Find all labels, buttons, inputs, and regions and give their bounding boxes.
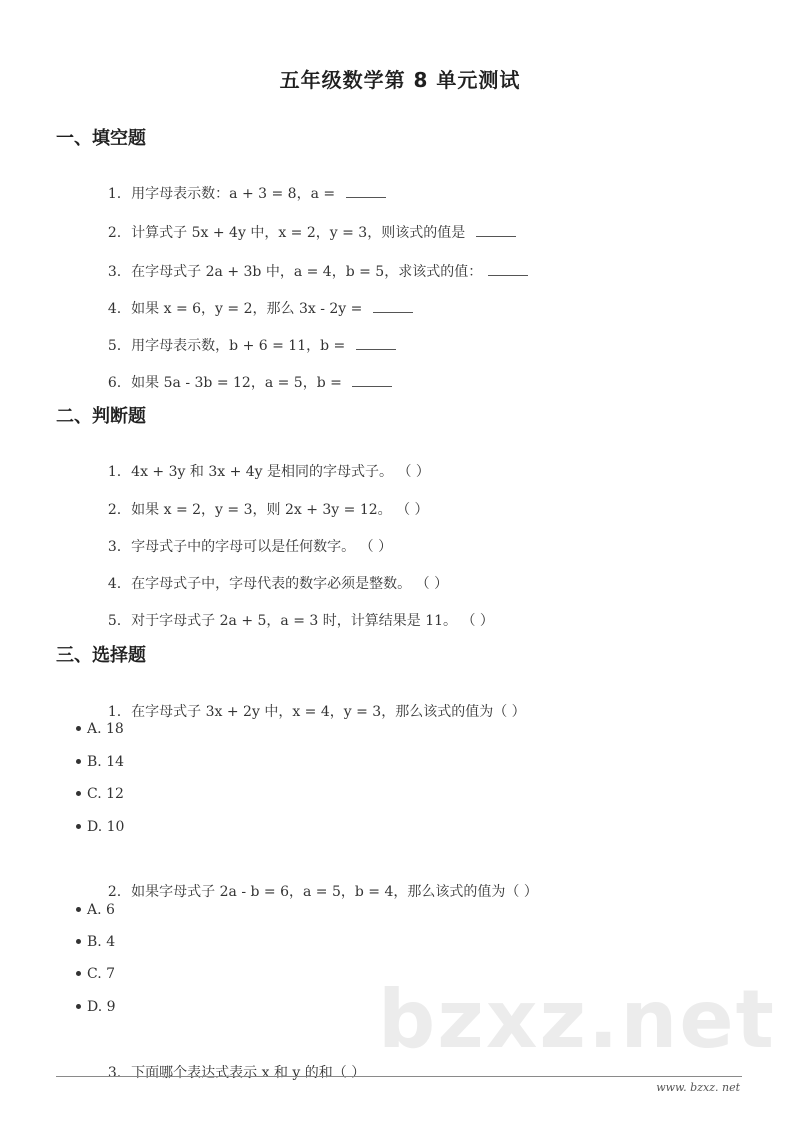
mc1-option-b[interactable] xyxy=(76,752,124,772)
question-number: 1. xyxy=(107,704,122,720)
question-text: 如果 x = 6，y = 2，那么 3x - 2y = xyxy=(131,301,367,317)
bullet-icon xyxy=(76,971,81,976)
question-number: 4. xyxy=(107,576,122,592)
question-number: 4. xyxy=(107,301,122,317)
option-label: A. 6 xyxy=(87,902,115,918)
question-text: 如果 x = 2，y = 3，则 2x + 3y = 12。 （ ） xyxy=(131,502,429,518)
watermark: bzxz.net xyxy=(378,973,776,1066)
question-number: 1. xyxy=(107,186,122,202)
question-text: 在字母式子 3x + 2y 中，x = 4，y = 3，那么该式的值为（ ） xyxy=(131,704,526,720)
question-number: 3. xyxy=(107,264,122,280)
mc2-option-c[interactable] xyxy=(76,964,115,984)
question-number: 5. xyxy=(107,338,122,354)
mc1-option-c[interactable] xyxy=(76,784,124,804)
section-heading-multiple-choice: 三、选择题 xyxy=(56,645,146,666)
question-text: 在字母式子中，字母代表的数字必须是整数。 （ ） xyxy=(131,576,449,592)
question-text: 用字母表示数：a + 3 = 8，a = xyxy=(131,186,340,202)
option-label: C. 12 xyxy=(87,786,124,802)
footer-divider xyxy=(56,1076,742,1077)
section-heading-true-false: 二、判断题 xyxy=(56,406,146,427)
option-label: B. 14 xyxy=(87,754,125,770)
question-text: 对于字母式子 2a + 5，a = 3 时，计算结果是 11。 （ ） xyxy=(131,613,494,629)
option-label: D. 9 xyxy=(87,999,116,1015)
answer-blank[interactable] xyxy=(488,263,528,276)
question-text: 用字母表示数，b + 6 = 11，b = xyxy=(131,338,350,354)
answer-blank[interactable] xyxy=(346,185,386,198)
tf-question-5 xyxy=(90,591,494,651)
question-number: 2. xyxy=(107,502,122,518)
question-number: 5. xyxy=(107,613,122,629)
mc1-option-a[interactable] xyxy=(76,719,124,739)
option-label: B. 4 xyxy=(87,934,116,950)
bullet-icon xyxy=(76,907,81,912)
bullet-icon xyxy=(76,726,81,731)
bullet-icon xyxy=(76,1004,81,1009)
footer-url: www. bzxz. net xyxy=(656,1081,740,1094)
answer-blank[interactable] xyxy=(356,337,396,350)
bullet-icon xyxy=(76,824,81,829)
mc-question-3 xyxy=(90,1043,365,1103)
mc1-option-d[interactable] xyxy=(76,817,124,837)
option-label: D. 10 xyxy=(87,819,125,835)
question-text: 如果 5a - 3b = 12，a = 5，b = xyxy=(131,375,347,391)
mc-question-1 xyxy=(90,682,526,742)
question-text: 字母式子中的字母可以是任何数字。 （ ） xyxy=(131,539,393,555)
answer-blank[interactable] xyxy=(352,374,392,387)
option-label: C. 7 xyxy=(87,966,116,982)
question-text: 下面哪个表达式表示 x 和 y 的和（ ） xyxy=(131,1065,366,1081)
section-heading-fill-in: 一、填空题 xyxy=(56,128,146,149)
mc2-option-a[interactable] xyxy=(76,900,115,920)
bullet-icon xyxy=(76,791,81,796)
mc2-option-b[interactable] xyxy=(76,932,115,952)
mc2-option-d[interactable] xyxy=(76,997,116,1017)
answer-blank[interactable] xyxy=(373,300,413,313)
page-title: 五年级数学第 8 单元测试 xyxy=(279,68,521,92)
option-label: A. 18 xyxy=(87,721,124,737)
mc-question-2 xyxy=(90,862,538,922)
question-number: 3. xyxy=(107,539,122,555)
answer-blank[interactable] xyxy=(476,224,516,237)
question-text: 如果字母式子 2a - b = 6，a = 5，b = 4，那么该式的值为（ ） xyxy=(131,884,538,900)
question-text: 4x + 3y 和 3x + 4y 是相同的字母式子。 （ ） xyxy=(131,464,430,480)
question-number: 2. xyxy=(107,225,122,241)
question-text: 计算式子 5x + 4y 中，x = 2，y = 3，则该式的值是 xyxy=(131,225,470,241)
question-number: 6. xyxy=(107,375,122,391)
bullet-icon xyxy=(76,759,81,764)
bullet-icon xyxy=(76,939,81,944)
question-number: 1. xyxy=(107,464,122,480)
question-number: 3. xyxy=(107,1065,122,1081)
question-text: 在字母式子 2a + 3b 中，a = 4，b = 5，求该式的值： xyxy=(131,264,483,280)
question-number: 2. xyxy=(107,884,122,900)
